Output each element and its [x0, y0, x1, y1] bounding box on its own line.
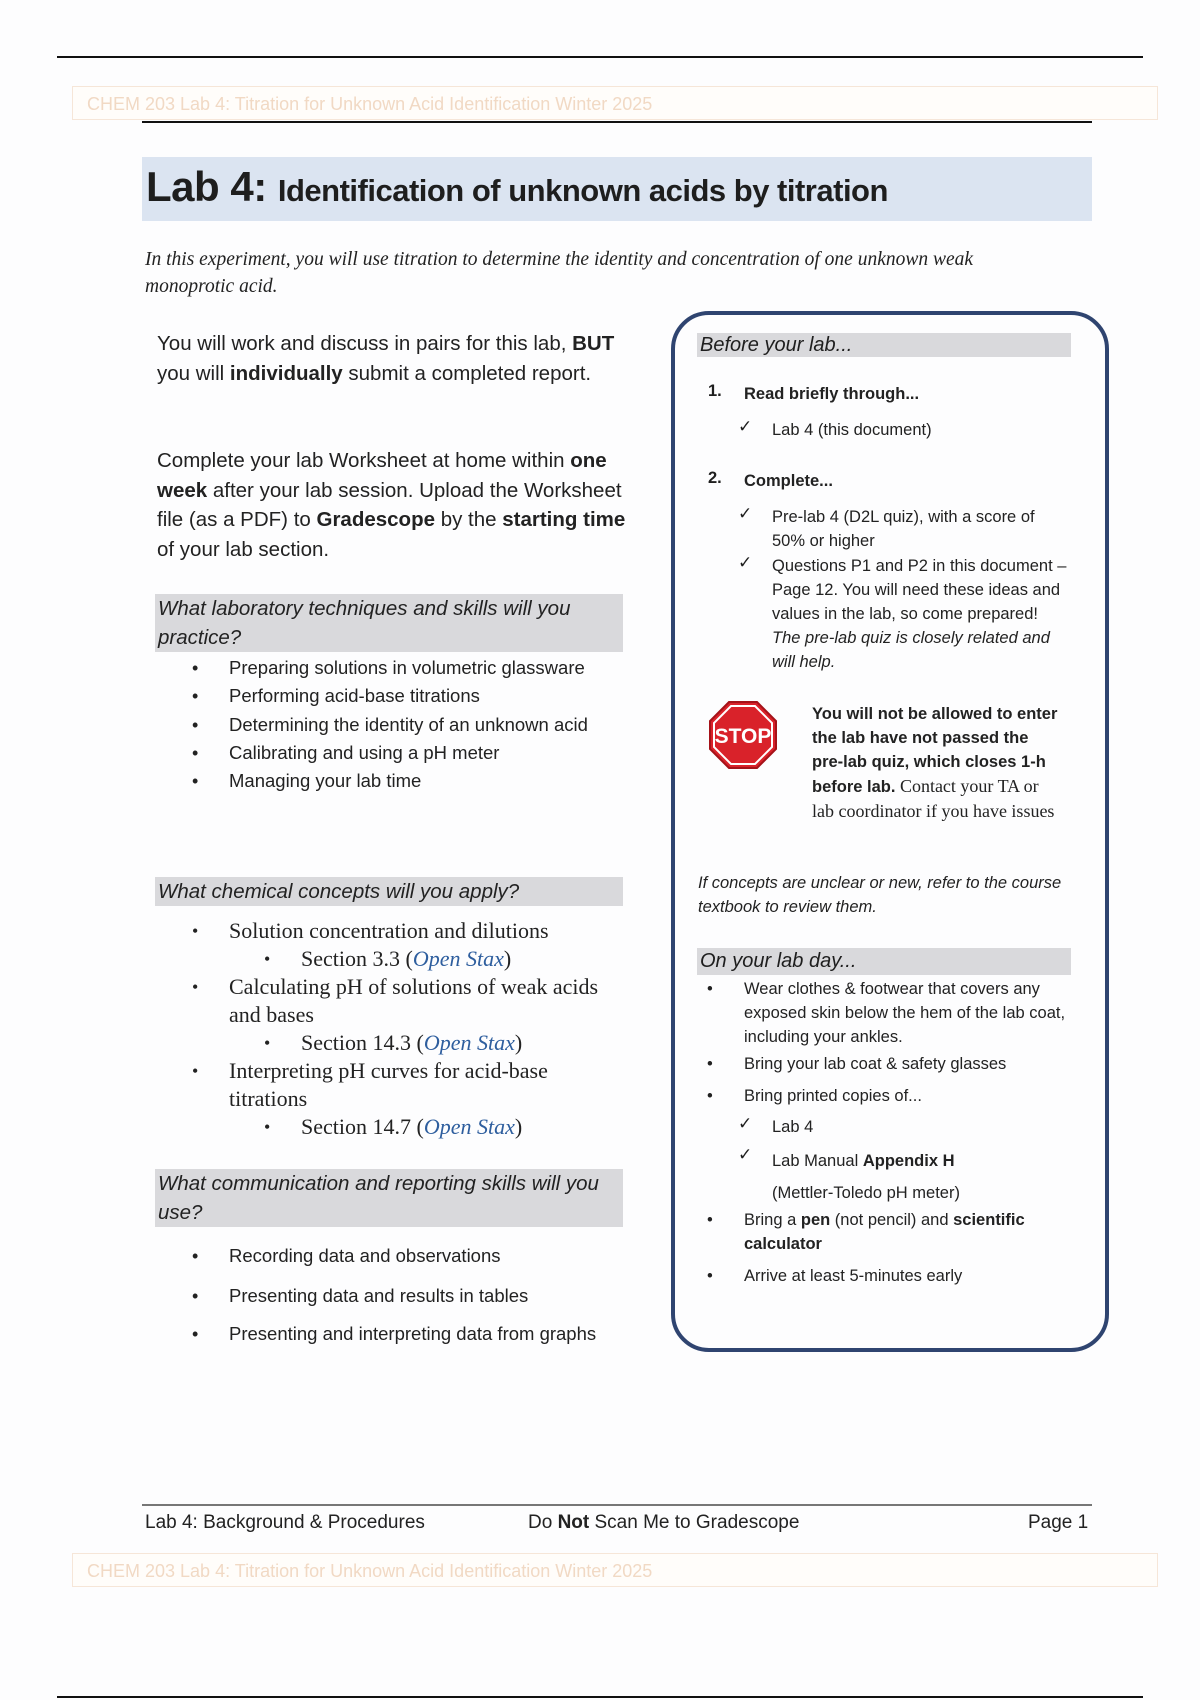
- lab-day-heading: On your lab day...: [697, 948, 1071, 975]
- checkmark-icon: ✓: [738, 504, 753, 523]
- copy-item: Lab Manual Appendix H (Mettler-Toledo pH meter): [772, 1152, 960, 1202]
- step-label: Read briefly through...: [744, 385, 920, 403]
- sub-list-item: • Section 14.3 (Open Stax): [264, 1029, 622, 1057]
- bottom-rule: [57, 1696, 1143, 1698]
- worksheet-paragraph: Complete your lab Worksheet at home within one week after your lab session. Upload the Worksheet file (as a PDF) to Gradescope by the starting time of your lab section.: [157, 449, 626, 561]
- checkmark-icon: ✓: [738, 1145, 753, 1164]
- bullet: •: [707, 1087, 713, 1105]
- lab-day-item: Arrive at least 5-minutes early: [744, 1267, 963, 1285]
- step-number: 1.: [708, 382, 722, 400]
- communication-list: [192, 1243, 622, 1347]
- lab-day-item: Bring a pen (not pencil) and scientific calculator: [744, 1211, 1025, 1253]
- sub-list-item: • Section 3.3 (Open Stax): [264, 945, 622, 973]
- skills-list: [192, 655, 622, 794]
- bullet: •: [707, 1055, 713, 1073]
- intro-text: In this experiment, you will use titration to determine the identity and concentration of one unknown weak monoprotic acid.: [145, 249, 974, 297]
- footer-rule: [142, 1504, 1092, 1506]
- footer-watermark: CHEM 203 Lab 4: Titration for Unknown Acid Identification Winter 2025: [72, 1553, 1158, 1587]
- checkmark-icon: ✓: [738, 417, 753, 436]
- concepts-heading: What chemical concepts will you apply?: [155, 877, 623, 906]
- step-number: 2.: [708, 469, 722, 487]
- open-stax-link[interactable]: Open Stax: [423, 1114, 515, 1139]
- bullet: •: [707, 980, 713, 998]
- sub-list-item: • Section 14.7 (Open Stax): [264, 1113, 622, 1141]
- header-rule: [142, 121, 1092, 123]
- list-item: • Presenting data and results in tables: [192, 1283, 622, 1309]
- before-lab-heading: Before your lab...: [697, 333, 1071, 357]
- lab-day-item: Bring your lab coat & safety glasses: [744, 1055, 1007, 1073]
- footer-left: Lab 4: Background & Procedures: [145, 1512, 425, 1533]
- list-item: • Managing your lab time: [192, 768, 622, 794]
- list-item: • Determining the identity of an unknown acid: [192, 712, 622, 738]
- title-prefix: Lab 4:: [146, 163, 267, 210]
- concepts-note: If concepts are unclear or new, refer to the course textbook to review them.: [698, 874, 1062, 916]
- stop-sign-label: STOP: [714, 725, 772, 748]
- footer-center: Do Not Scan Me to Gradescope: [528, 1512, 800, 1533]
- list-item: • Recording data and observations: [192, 1243, 622, 1269]
- bullet: •: [707, 1211, 713, 1229]
- top-rule: [57, 56, 1143, 58]
- list-item: • Calculating pH of solutions of weak acids and bases: [192, 973, 622, 1029]
- concepts-list: [192, 917, 622, 1141]
- list-item: • Interpreting pH curves for acid-base titrations: [192, 1057, 622, 1113]
- header-watermark: CHEM 203 Lab 4: Titration for Unknown Acid Identification Winter 2025: [72, 86, 1158, 120]
- copy-item: Lab 4: [772, 1118, 814, 1136]
- page-number: Page 1: [1028, 1512, 1089, 1533]
- checklist-item: Questions P1 and P2 in this document – Page 12. You will need these ideas and values in the lab, so come prepared! The pre-lab quiz is closely related and will help.: [772, 557, 1067, 671]
- lab-day-item: Bring printed copies of...: [744, 1087, 922, 1105]
- list-item: • Calibrating and using a pH meter: [192, 740, 622, 766]
- page-title-band: [142, 157, 1092, 221]
- list-item: • Presenting and interpreting data from graphs: [192, 1321, 622, 1347]
- title-rest: Identification of unknown acids by titration: [277, 173, 888, 208]
- list-item: • Preparing solutions in volumetric glassware: [192, 655, 622, 681]
- checklist-item: Lab 4 (this document): [772, 421, 932, 439]
- list-item: • Solution concentration and dilutions: [192, 917, 622, 945]
- techniques-heading: What laboratory techniques and skills will you practice?: [155, 594, 623, 652]
- step-label: Complete...: [744, 472, 833, 490]
- checkmark-icon: ✓: [738, 553, 753, 572]
- lab-day-item: Wear clothes & footwear that covers any exposed skin below the hem of the lab coat, including your ankles.: [744, 980, 1066, 1046]
- page-title: [146, 163, 888, 211]
- checklist-item: Pre-lab 4 (D2L quiz), with a score of 50% or higher: [772, 508, 1035, 550]
- list-item: • Performing acid-base titrations: [192, 683, 622, 709]
- open-stax-link[interactable]: Open Stax: [423, 1030, 515, 1055]
- communication-heading: What communication and reporting skills will you use?: [155, 1169, 623, 1227]
- pairs-paragraph: You will work and discuss in pairs for this lab, BUT you will individually submit a completed report.: [157, 332, 615, 385]
- open-stax-link[interactable]: Open Stax: [412, 946, 504, 971]
- bullet: •: [707, 1267, 713, 1285]
- stop-sign-icon: [708, 700, 778, 770]
- checkmark-icon: ✓: [738, 1114, 753, 1133]
- stop-warning: You will not be allowed to enter the lab have not passed the pre-lab quiz, which closes 1-h before lab. Contact your TA or lab coordinator if you have issues: [812, 705, 1058, 821]
